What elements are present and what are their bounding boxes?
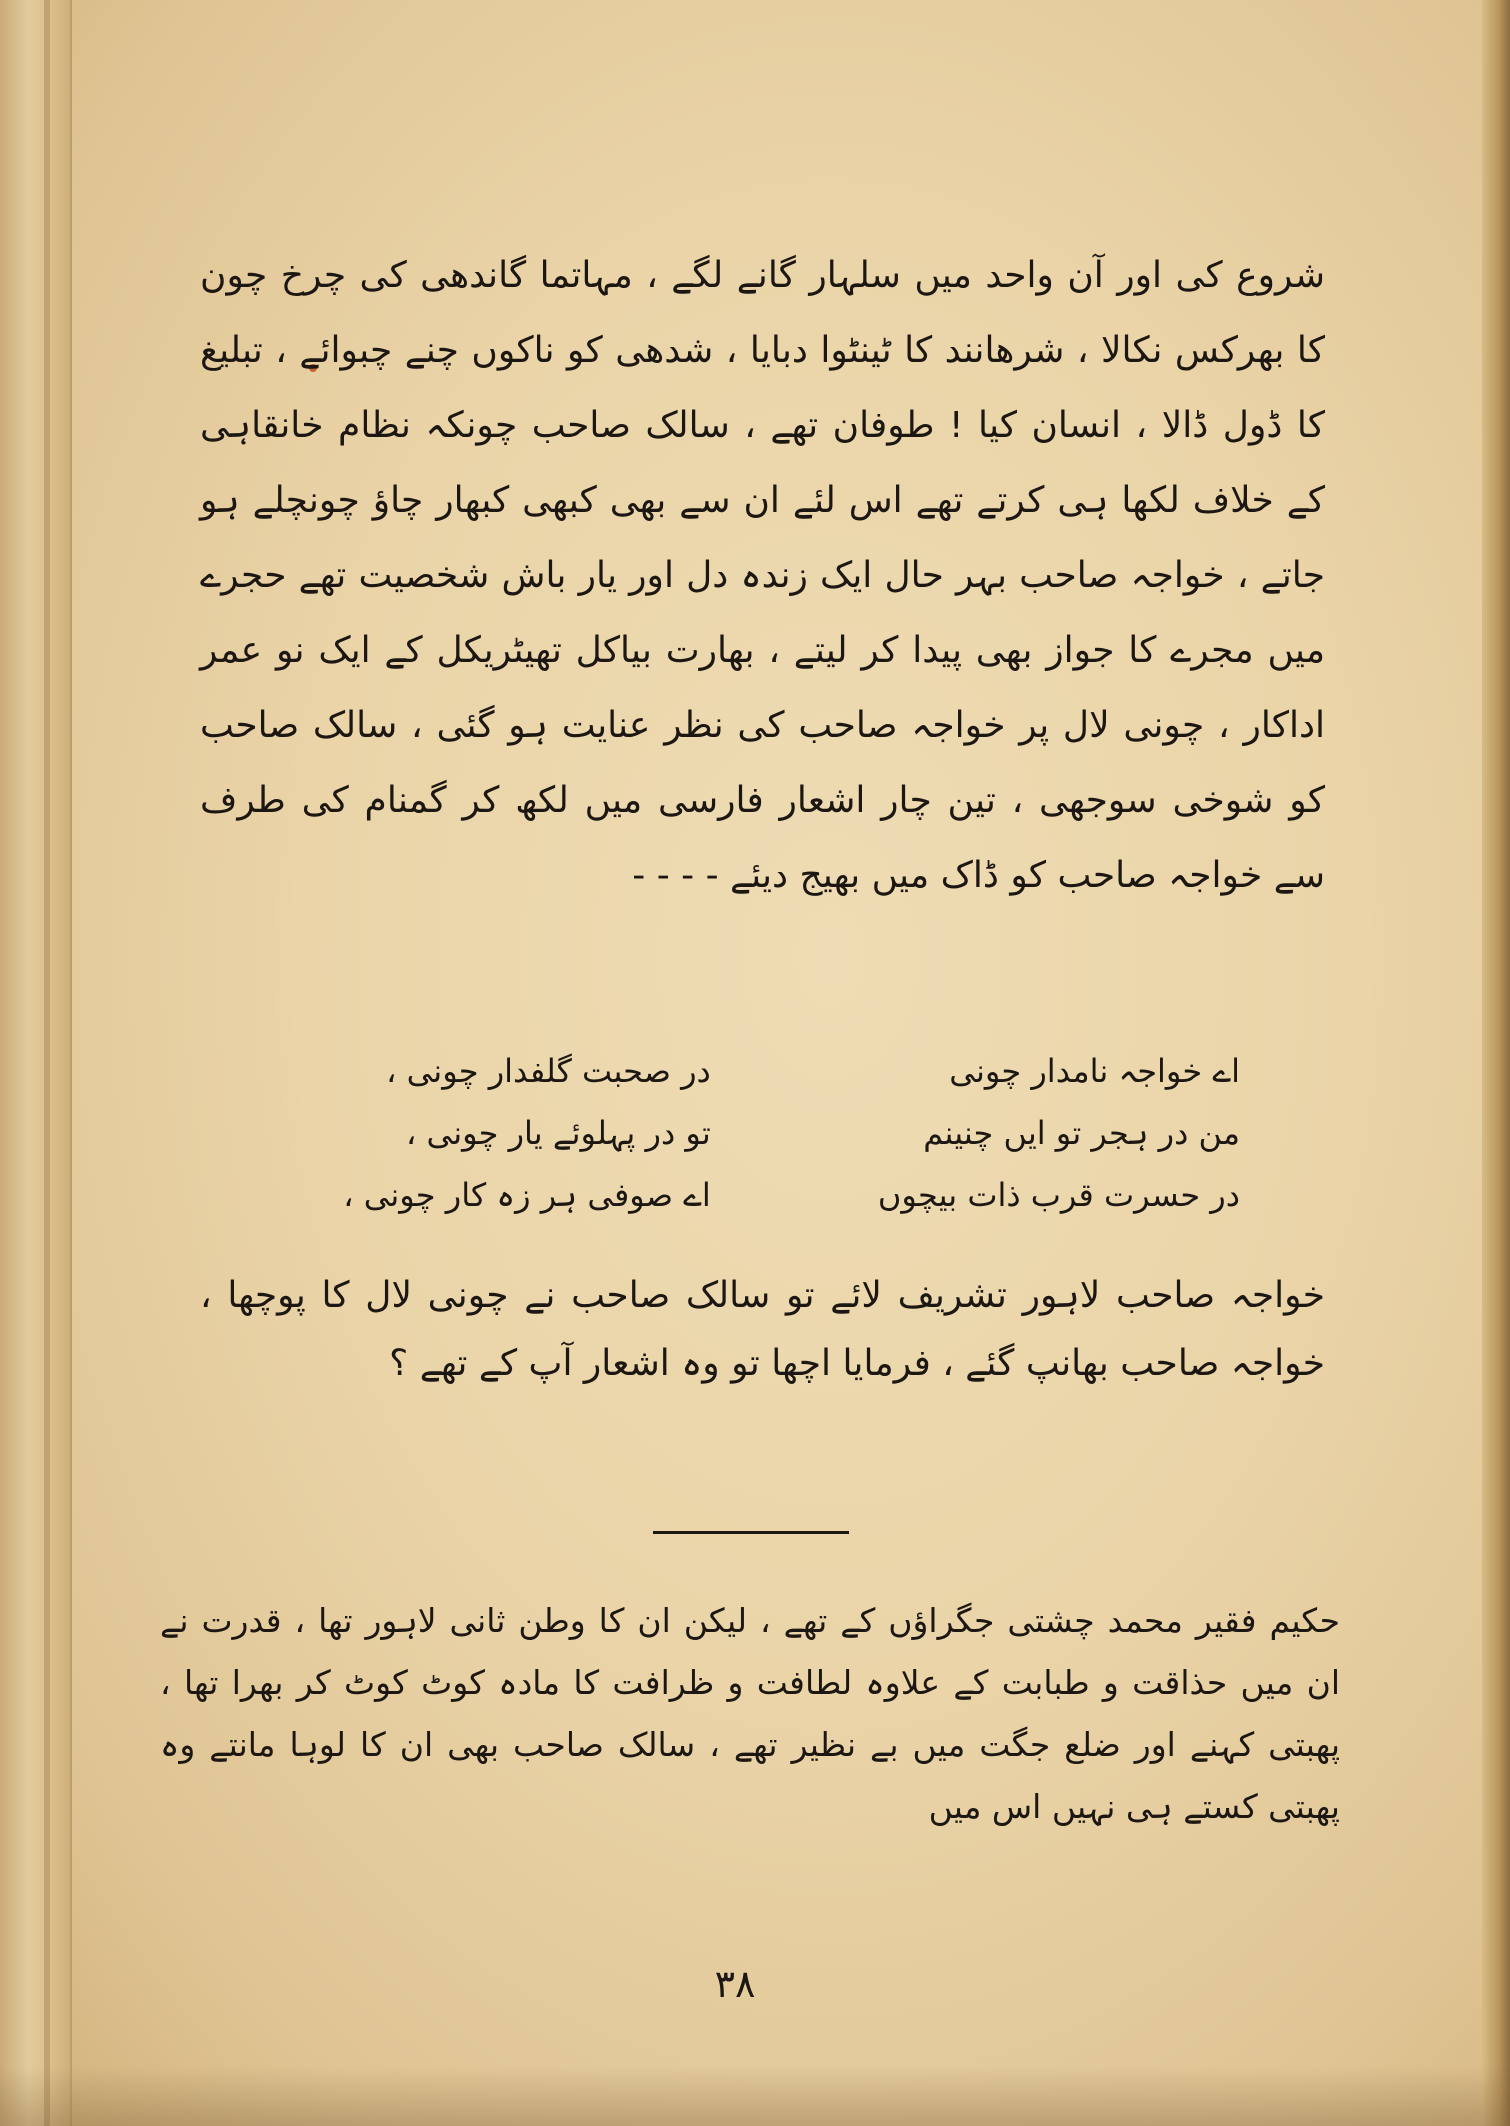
verse-line <box>260 1040 1240 1102</box>
persian-verses <box>260 1040 1240 1226</box>
verse-second-hemistich: در صحبت گلفدار چونی ، <box>386 1052 711 1090</box>
verse-first-hemistich: اے خواجہ نامدار چونی <box>949 1052 1240 1090</box>
paragraph-1: شروع کی اور آن واحد میں سلہار گانے لگے ، مہاتما گاندھی کی چرخ چون کا بھرکس نکالا ، شرھانند کا ٹینٹوا دبایا ، شدھی کو ناکوں چنے چبوائے ، تبلیغ کا ڈول ڈالا ، انسان کیا ! طوفان تھے ، سالک صاحب چونکہ نظام خانقاہی کے خلاف لکھا ہی کرتے تھے اس لئے ان سے بھی کبھی کبھار چاؤ چونچلے ہو جاتے ، خواجہ صاحب بہر حال ایک زندہ دل اور یار باش شخصیت تھے حجرے میں مجرے کا جواز بھی پیدا کر لیتے ، بھارت بیاکل تھیٹریکل کے ایک نو عمر اداکار ، چونی لال پر خواجہ صاحب کی نظر عنایت ہو گئی ، سالک صاحب کو شوخی سوجھی ، تین چار اشعار فارسی میں لکھ کر گمنام کی طرف سے خواجہ صاحب کو ڈاک میں بھیج دیئے - - - - <box>200 255 1325 896</box>
section-divider <box>653 1531 849 1534</box>
paragraph-3: حکیم فقیر محمد چشتی جگراؤں کے تھے ، لیکن ان کا وطن ثانی لاہور تھا ، قدرت نے ان میں حذاقت و طبابت کے علاوہ لطافت و ظرافت کا مادہ کوٹ کوٹ کر بھرا تھا ، پھبتی کہنے اور ضلع جگت میں بے نظیر تھے ، سالک صاحب بھی ان کا لوہا مانتے وہ پھبتی کستے ہی نہیں اس میں <box>160 1601 1340 1826</box>
verse-second-hemistich: اے صوفی ہر زہ کار چونی ، <box>343 1176 711 1214</box>
page-number: ۳۸ <box>714 1962 756 2006</box>
verse-line <box>260 1102 1240 1164</box>
paragraph-2: خواجہ صاحب لاہور تشریف لائے تو سالک صاحب نے چونی لال کا پوچھا ، خواجہ صاحب بھانپ گئے ، فرمایا اچھا تو وہ اشعار آپ کے تھے ؟ <box>200 1275 1325 1384</box>
binding-crease <box>44 0 50 2126</box>
page-shadow <box>0 2066 1510 2126</box>
verse-line <box>260 1164 1240 1226</box>
page-binding <box>0 0 72 2126</box>
verse-first-hemistich: در حسرت قرب ذات بیچوں <box>877 1176 1240 1214</box>
page-edge <box>1482 0 1510 2126</box>
verse-first-hemistich: من در ہجر تو ایں چنینم <box>923 1114 1240 1152</box>
verse-second-hemistich: تو در پہلوئے یار چونی ، <box>406 1114 711 1152</box>
